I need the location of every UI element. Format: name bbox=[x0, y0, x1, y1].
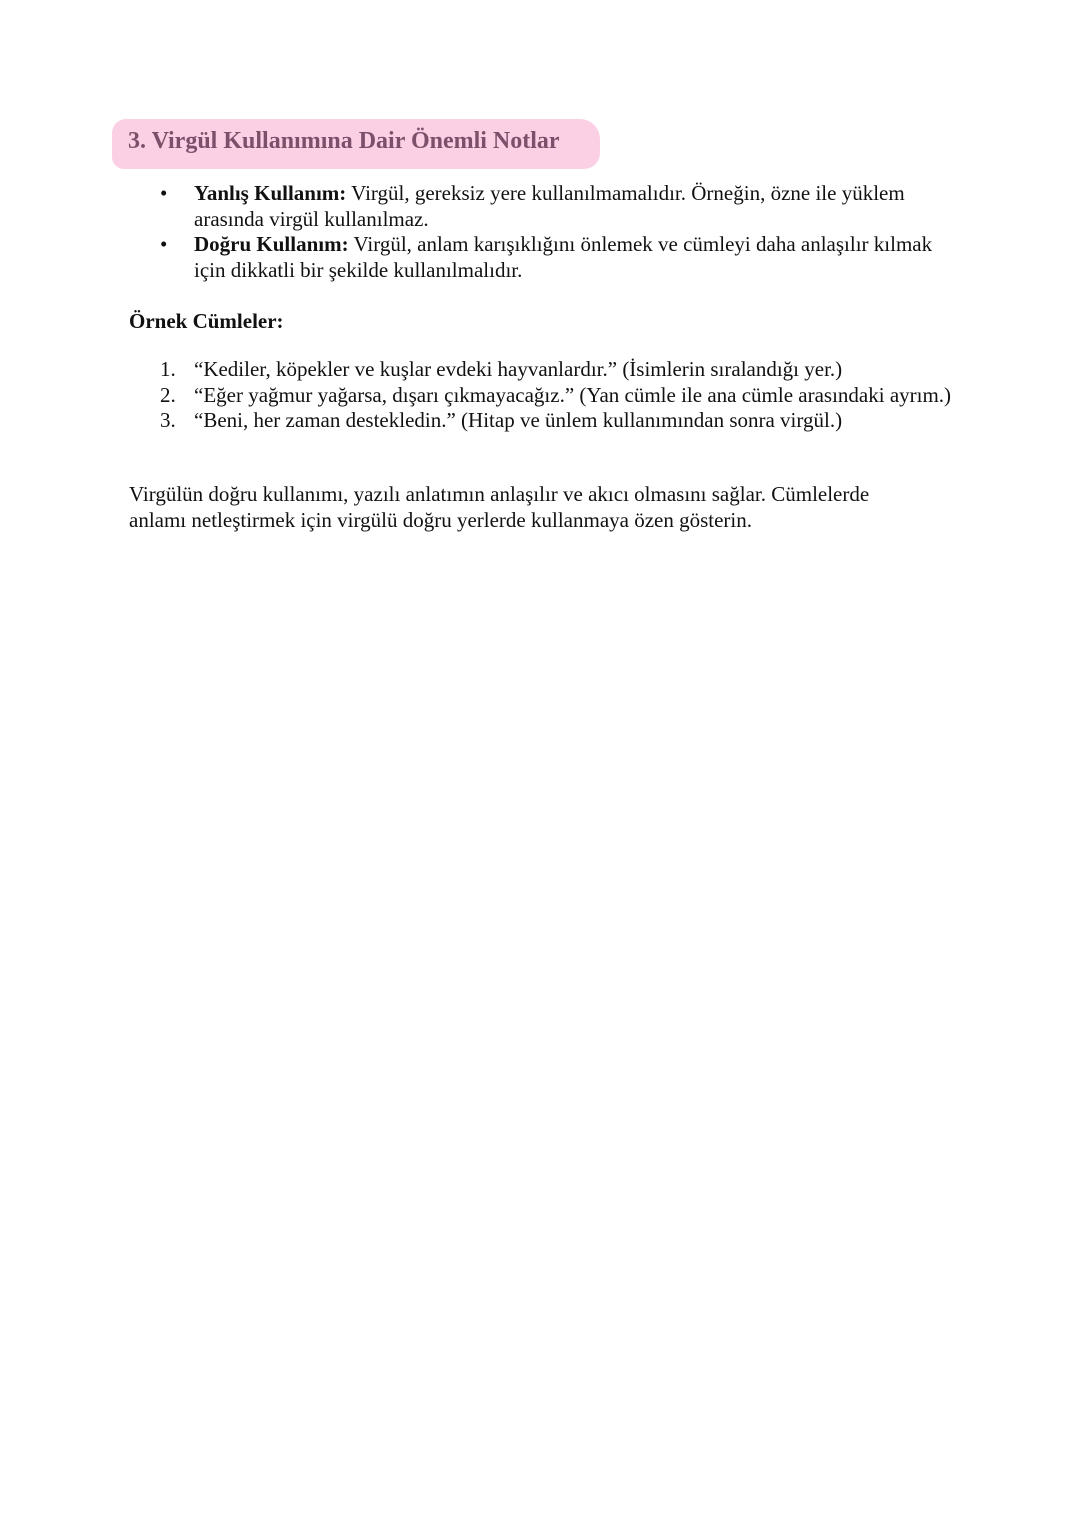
example-text: “Beni, her zaman destekledin.” (Hitap ve ünlem kullanımından sonra virgül.) bbox=[194, 408, 843, 432]
closing-paragraph: Virgülün doğru kullanımı, yazılı anlatımın anlaşılır ve akıcı olmasını sağlar. Cümlelerde anlamı netleştirmek için virgülü doğru yerlerde kullanmaya özen gösterin. bbox=[129, 482, 870, 532]
examples-title: Örnek Cümleler: bbox=[129, 309, 284, 333]
example-item bbox=[160, 383, 960, 409]
example-text: “Kediler, köpekler ve kuşlar evdeki hayvanlardır.” (İsimlerin sıralandığı yer.) bbox=[194, 357, 843, 381]
example-number: 1. bbox=[160, 357, 176, 381]
bullet-item-correct-usage bbox=[160, 232, 960, 283]
example-text: “Eğer yağmur yağarsa, dışarı çıkmayacağız.” (Yan cümle ile ana cümle arasındaki ayrım.) bbox=[194, 382, 952, 407]
bullet-dot-icon: • bbox=[160, 181, 168, 205]
example-item bbox=[160, 357, 960, 383]
examples-numbered-list bbox=[160, 357, 960, 434]
example-number: 3. bbox=[160, 408, 176, 432]
notes-bullet-list bbox=[160, 181, 960, 283]
example-number: 2. bbox=[160, 382, 176, 407]
bullet-dot-icon: • bbox=[160, 232, 168, 256]
bullet-label: Yanlış Kullanım: bbox=[194, 181, 347, 205]
section-heading-block bbox=[112, 119, 600, 169]
example-item bbox=[160, 408, 960, 434]
bullet-text: Virgül, gereksiz yere kullanılmamalıdır. Örneğin, özne ile yüklem arasında virgül kullanılmaz. bbox=[194, 181, 905, 231]
bullet-item-wrong-usage bbox=[160, 181, 960, 232]
section-heading: 3. Virgül Kullanımına Dair Önemli Notlar bbox=[128, 128, 560, 154]
bullet-text: Virgül, anlam karışıklığını önlemek ve cümleyi daha anlaşılır kılmak için dikkatli bir şekilde kullanılmalıdır. bbox=[194, 232, 933, 282]
bullet-label: Doğru Kullanım: bbox=[194, 232, 349, 256]
